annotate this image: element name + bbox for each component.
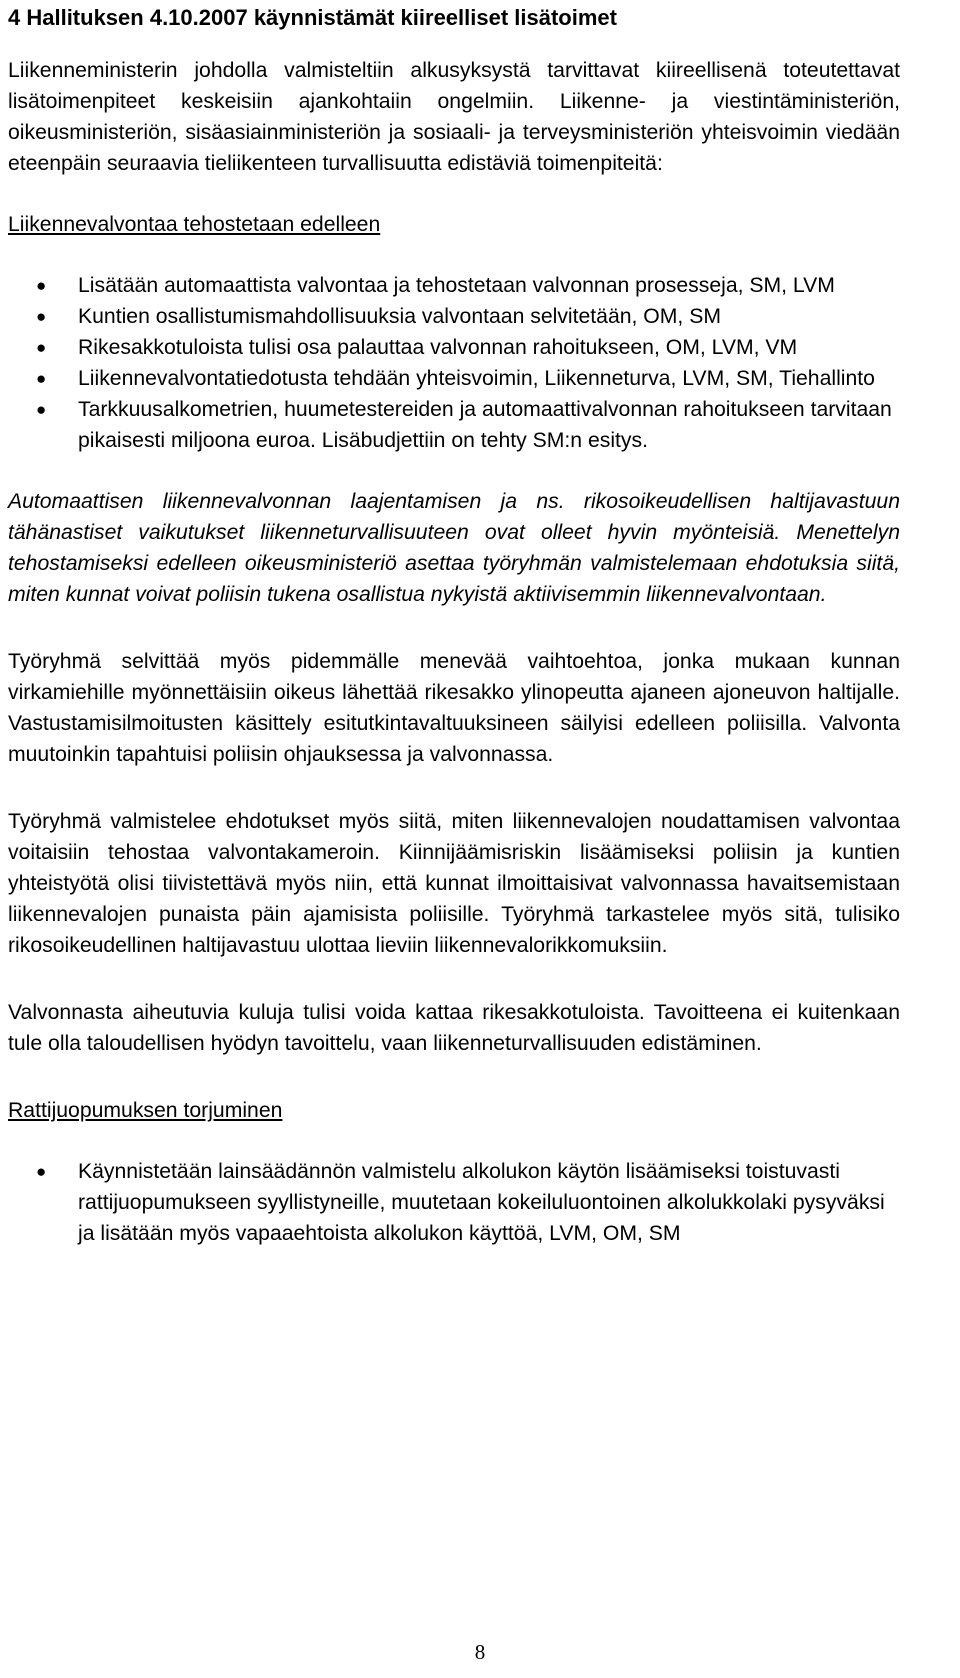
bullet-icon: ● bbox=[36, 307, 47, 326]
list-item-text: Rikesakkotuloista tulisi osa palauttaa valvonnan rahoitukseen, OM, LVM, VM bbox=[78, 336, 798, 359]
bullet-icon: ● bbox=[36, 369, 47, 388]
list-item bbox=[8, 332, 900, 363]
list-item bbox=[8, 270, 900, 301]
bullet-icon: ● bbox=[36, 276, 47, 295]
list-item bbox=[8, 394, 900, 456]
list-item-text: Kuntien osallistumismahdollisuuksia valvontaan selvitetään, OM, SM bbox=[78, 305, 721, 328]
subheading-rattijuopumus: Rattijuopumuksen torjuminen bbox=[8, 1099, 283, 1122]
bullet-list-valvonta bbox=[8, 270, 900, 456]
bullet-icon: ● bbox=[36, 400, 47, 419]
list-item-text: Käynnistetään lainsäädännön valmistelu alkolukon käytön lisäämiseksi toistuvasti rattijuopumukseen syyllistyneille, muutetaan kokeiluluontoinen alkolukkolaki pysyväksi ja lisätään myös vapaaehtoista alkolukon käyttöä, LVM, OM, SM bbox=[78, 1160, 885, 1245]
list-item-text: Tarkkuusalkometrien, huumetestereiden ja automaattivalvonnan rahoitukseen tarvitaan pikaisesti miljoona euroa. Lisäbudjettiin on tehty SM:n esitys. bbox=[78, 398, 892, 452]
paragraph-tyoryhma-1: Työryhmä selvittää myös pidemmälle menevää vaihtoehtoa, jonka mukaan kunnan virkamiehille myönnettäisiin oikeus lähettää rikesakko ylinopeutta ajaneen ajoneuvon haltijalle. Vastustamisilmoitusten käsittely esitutkintavaltuuksineen säilyisi edelleen poliisilla. Valvonta muutoinkin tapahtuisi poliisin ohjauksessa ja valvonnassa. bbox=[8, 650, 900, 766]
list-item bbox=[8, 1156, 900, 1249]
paragraph-tyoryhma-2: Työryhmä valmistelee ehdotukset myös siitä, miten liikennevalojen noudattamisen valvontaa voitaisiin tehostaa valvontakameroin. Kiinnijäämisriskin lisäämiseksi poliisin ja kuntien yhteistyötä olisi tiivistettävä myös niin, että kunnat ilmoittaisivat valvonnassa havaitsemistaan liikennevalojen punaista päin ajamisista poliisille. Työryhmä tarkastelee myös sitä, tulisiko rikosoikeudellinen haltijavastuu ulottaa lieviin liikennevalorikkomuksiin. bbox=[8, 810, 900, 957]
section-heading: 4 Hallituksen 4.10.2007 käynnistämät kiireelliset lisätoimet bbox=[8, 5, 617, 30]
bullet-icon: ● bbox=[36, 338, 47, 357]
list-item bbox=[8, 301, 900, 332]
document-page bbox=[8, 0, 900, 1249]
subheading-liikennevalvonta: Liikennevalvontaa tehostetaan edelleen bbox=[8, 213, 381, 236]
bullet-icon: ● bbox=[36, 1162, 47, 1181]
page-number: 8 bbox=[474, 1640, 486, 1664]
intro-paragraph: Liikenneministerin johdolla valmisteltiin alkusyksystä tarvittavat kiireellisenä toteutettavat lisätoimenpiteet keskeisiin ajankohtaiin ongelmiin. Liikenne- ja viestintäministeriön, oikeusministeriön, sisäasiainministeriön ja sosiaali- ja terveysministeriön yhteisvoimin viedään eteenpäin seuraavia tieliikenteen turvallisuutta edistäviä toimenpiteitä: bbox=[8, 59, 900, 175]
italic-paragraph: Automaattisen liikennevalvonnan laajentamisen ja ns. rikosoikeudellisen haltijavastuun tähänastiset vaikutukset liikenneturvallisuuteen ovat olleet hyvin myönteisiä. Menettelyn tehostamiseksi edelleen oikeusministeriö asettaa työryhmän valmistelemaan ehdotuksia siitä, miten kunnat voivat poliisin tukena osallistua nykyistä aktiivisemmin liikennevalvontaan. bbox=[8, 490, 900, 606]
list-item bbox=[8, 363, 900, 394]
list-item-text: Liikennevalvontatiedotusta tehdään yhteisvoimin, Liikenneturva, LVM, SM, Tiehallinto bbox=[78, 367, 875, 390]
bullet-list-rattijuopumus bbox=[8, 1156, 900, 1249]
list-item-text: Lisätään automaattista valvontaa ja tehostetaan valvonnan prosesseja, SM, LVM bbox=[78, 274, 835, 297]
paragraph-valvonnan-kulut: Valvonnasta aiheutuvia kuluja tulisi voida kattaa rikesakkotuloista. Tavoitteena ei kuitenkaan tule olla taloudellisen hyödyn tavoittelu, vaan liikenneturvallisuuden edistäminen. bbox=[8, 1001, 900, 1055]
